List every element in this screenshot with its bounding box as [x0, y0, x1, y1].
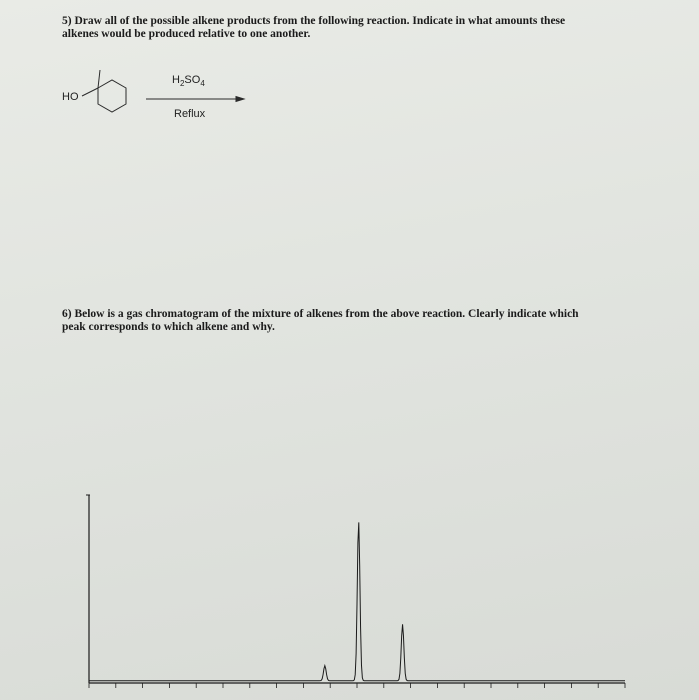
reagent-subscript-2: 2	[179, 79, 185, 89]
condition-label: Reflux	[174, 108, 206, 120]
hydroxyl-label: HO	[62, 91, 79, 103]
question-6-line-1: 6) Below is a gas chromatogram of the mixture of alkenes from the above reaction. Clearly indicate which	[62, 308, 579, 320]
question-5-line-1: 5) Draw all of the possible alkene products from the following reaction. Indicate in what amounts these	[62, 15, 566, 27]
reagent-h: H	[172, 74, 180, 86]
reagent-so: SO	[184, 74, 201, 86]
question-6-line-2: peak corresponds to which alkene and why.	[62, 321, 275, 333]
reagent-subscript-4: 4	[200, 79, 205, 89]
question-5-line-2: alkenes would be produced relative to one another.	[62, 28, 311, 40]
chromatogram-trace	[89, 522, 625, 680]
